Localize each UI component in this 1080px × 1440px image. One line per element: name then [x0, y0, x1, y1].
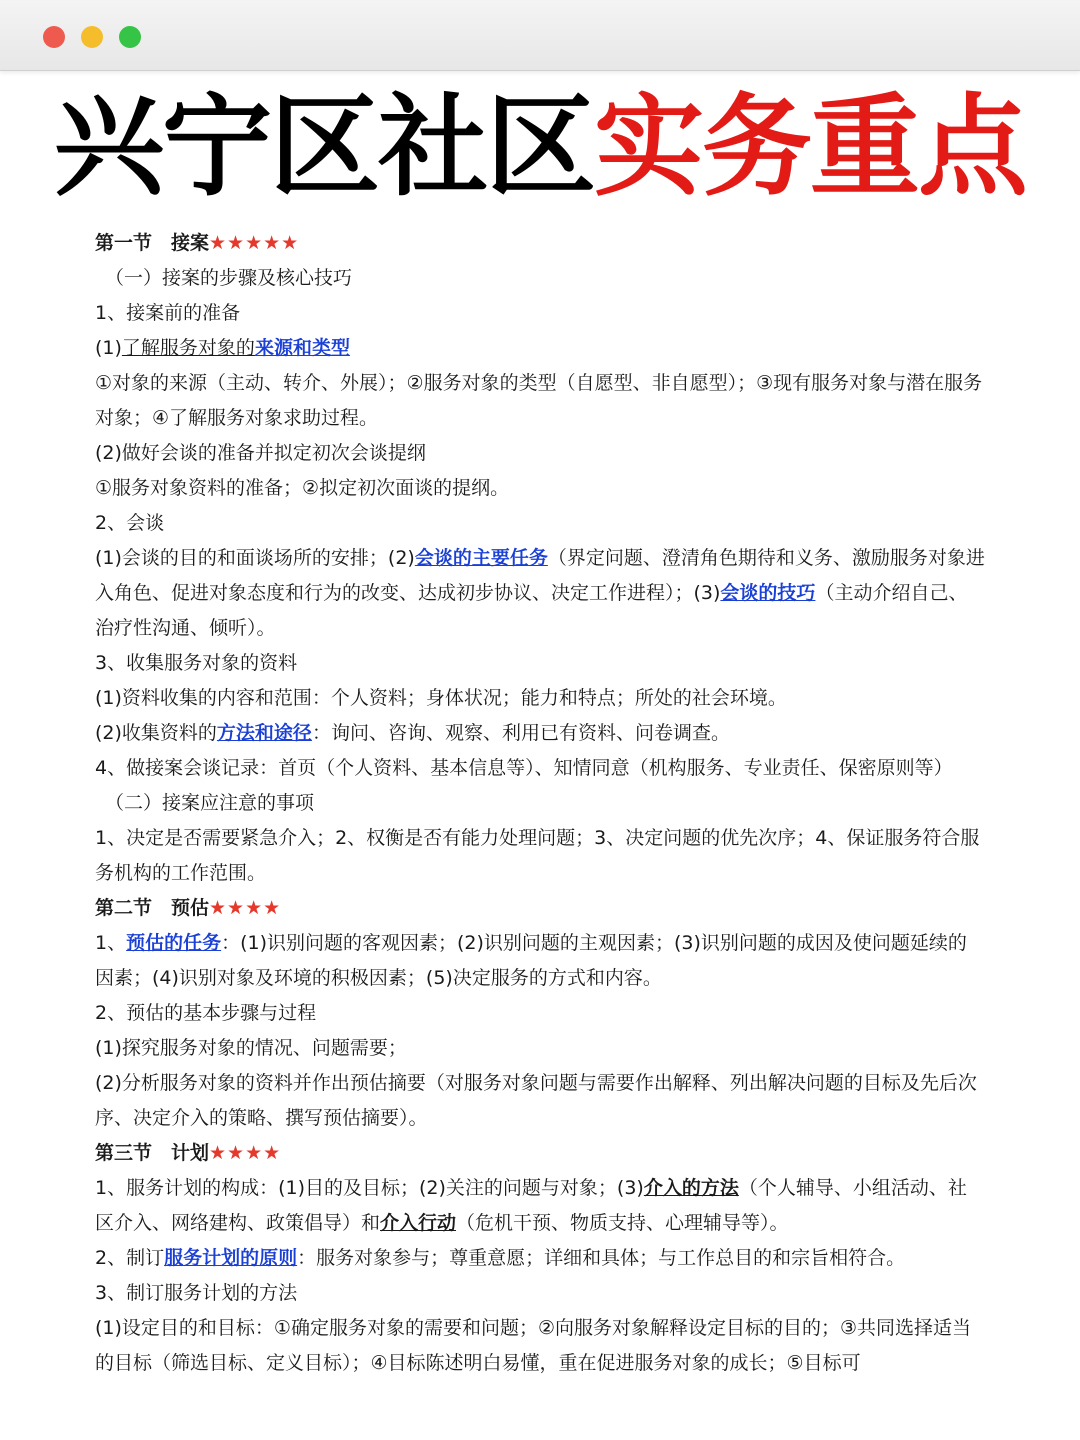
paragraph: (1)设定目的和目标：①确定服务对象的需要和问题；②向服务对象解释设定目标的目的；③共同选择适当的目标（筛选目标、定义目标）；④目标陈述明白易懂，重在促进服务对象的成长；⑤目标可 [95, 1317, 972, 1374]
maximize-window-button[interactable] [119, 26, 141, 48]
highlight-keyword: 介入行动 [380, 1212, 457, 1234]
paragraph [95, 1241, 985, 1276]
text-run: (1)会谈的目的和面谈场所的安排；(2) [95, 547, 415, 569]
paragraph: (1)资料收集的内容和范围：个人资料；身体状况；能力和特点；所处的社会环境。 [95, 687, 787, 709]
text-run: 1、 [95, 932, 127, 954]
text-run: ：服务对象参与；尊重意愿；详细和具体；与工作总目的和宗旨相符合。 [297, 1247, 906, 1269]
headline-black-part: 兴宁区社区 [54, 83, 594, 211]
minimize-window-button[interactable] [81, 26, 103, 48]
paragraph [95, 716, 985, 751]
paragraph: (1)探究服务对象的情况、问题需要； [95, 1037, 407, 1059]
window-titlebar [0, 0, 1080, 71]
text-run: ：询问、咨询、观察、利用已有资料、问卷调查。 [311, 722, 730, 744]
paragraph: 1、接案前的准备 [95, 302, 241, 324]
text-run: (2)收集资料的 [95, 722, 217, 744]
highlight-keyword: 服务计划的原则 [164, 1247, 298, 1269]
section-1-title: 第一节 接案 [95, 232, 210, 254]
paragraph: 2、预估的基本步骤与过程 [95, 1002, 317, 1024]
rating-stars: ★★★★ [209, 1142, 282, 1164]
paragraph [95, 1171, 985, 1241]
text-run: （个人辅导、小组活动、社区介入、网络建构、政策倡导）和 [95, 1177, 967, 1234]
text-run: （主动介绍自己、治疗性沟通、倾听）。 [95, 582, 968, 639]
paragraph: 3、收集服务对象的资料 [95, 652, 298, 674]
highlight-keyword: 会谈的技巧 [720, 582, 816, 604]
paragraph: 3、制订服务计划的方法 [95, 1282, 298, 1304]
highlight-keyword: 介入的方法 [643, 1177, 739, 1199]
text-run: 1、服务计划的构成：(1)目的及目标；(2)关注的问题与对象；(3) [95, 1177, 644, 1199]
paragraph: ①对象的来源（主动、转介、外展）；②服务对象的类型（自愿型、非自愿型）；③现有服务对象与潜在服务对象；④了解服务对象求助过程。 [95, 372, 983, 429]
paragraph [95, 331, 985, 366]
paragraph [95, 541, 985, 646]
paragraph: 2、会谈 [95, 512, 165, 534]
section-heading [95, 891, 985, 926]
text-run: （界定问题、澄清角色期待和义务、激励服务对象进入角色、促进对象态度和行为的改变、达成初步协议、决定工作进程）；(3) [95, 547, 985, 604]
section-3-title: 第三节 计划 [95, 1142, 210, 1164]
section-heading [95, 226, 985, 261]
paragraph: (2)分析服务对象的资料并作出预估摘要（对服务对象问题与需要作出解释、列出解决问题的目标及先后次序、决定介入的策略、撰写预估摘要）。 [95, 1072, 977, 1129]
paragraph: 4、做接案会谈记录：首页（个人资料、基本信息等）、知情同意（机构服务、专业责任、保密原则等） [95, 757, 953, 779]
close-window-button[interactable] [43, 26, 65, 48]
section-2-title: 第二节 预估 [95, 897, 210, 919]
subsection-heading: （二）接案应注意的事项 [105, 792, 315, 814]
paragraph: (2)做好会谈的准备并拟定初次会谈提纲 [95, 442, 426, 464]
text-run: (1) [95, 337, 122, 359]
highlight-keyword: 预估的任务 [126, 932, 222, 954]
highlight-keyword: 来源和类型 [254, 337, 350, 359]
underlined-text: 了解服务对象的 [121, 337, 255, 359]
text-run: 2、制订 [95, 1247, 165, 1269]
rating-stars: ★★★★ [209, 897, 282, 919]
paragraph: ①服务对象资料的准备；②拟定初次面谈的提纲。 [95, 477, 510, 499]
text-run: （危机干预、物质支持、心理辅导等）。 [456, 1212, 789, 1234]
subsection-heading: （一）接案的步骤及核心技巧 [105, 267, 353, 289]
text-run: ：(1)识别问题的客观因素；(2)识别问题的主观因素；(3)识别问题的成因及使问题延续的因素；(4)识别对象及环境的积极因素；(5)决定服务的方式和内容。 [95, 932, 967, 989]
page-headline [0, 82, 1080, 212]
paragraph [95, 926, 985, 996]
highlight-keyword: 会谈的主要任务 [414, 547, 548, 569]
paragraph: 1、决定是否需要紧急介入；2、权衡是否有能力处理问题；3、决定问题的优先次序；4、保证服务符合服务机构的工作范围。 [95, 827, 980, 884]
section-heading [95, 1136, 985, 1171]
rating-stars: ★★★★★ [209, 232, 300, 254]
headline-red-part: 实务重点 [594, 83, 1026, 211]
highlight-keyword: 方法和途径 [216, 722, 312, 744]
document-body [95, 226, 985, 1381]
